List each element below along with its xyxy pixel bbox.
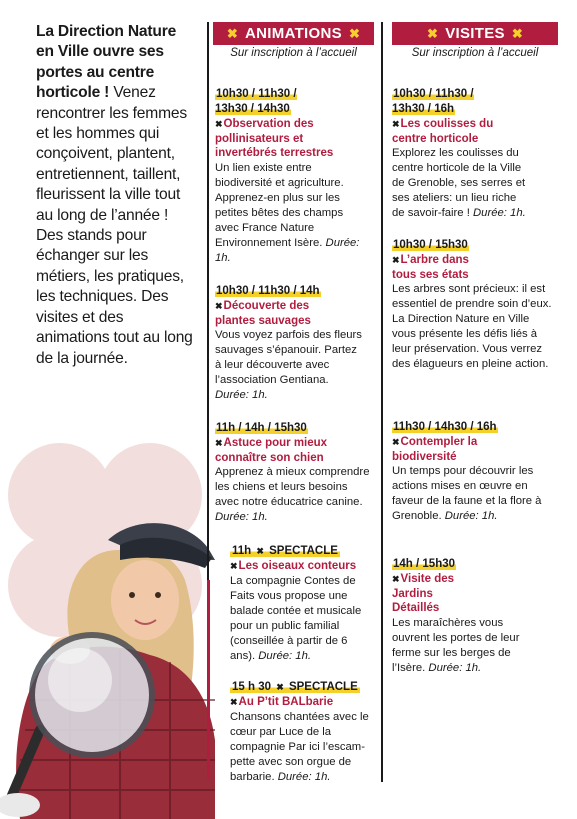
event-title: ✖Observation des pollinisateurs et invertébrés terrestres [215, 118, 334, 160]
cross-icon: ✖ [392, 574, 400, 584]
visites-header-label: VISITES [445, 25, 505, 42]
cross-icon: ✖ [348, 25, 361, 41]
child-magnifier-illustration [0, 400, 215, 819]
event-description: Les arbres sont précieux: il est essentiel de prendre soin d’eux. La Direction Nature en Ville vous présente les défis liés à leur préservation. Vous verrez des élagueurs en pleine action. [392, 283, 552, 371]
event-description: Apprenez à mieux comprendre les chiens et leurs besoins avec notre éducatrice canine. Durée: 1h. [215, 466, 370, 524]
event-time: 10h30 / 11h30 / 13h30 / 16h [392, 88, 474, 115]
cross-icon: ✖ [215, 119, 223, 129]
animation-event-1 [215, 87, 365, 266]
event-title: ✖Les coulisses du centre horticole [392, 118, 494, 145]
cross-icon: ✖ [230, 561, 238, 571]
event-time: 15 h 30 ✖ SPECTACLE [232, 681, 358, 693]
visite-event-2 [392, 238, 552, 372]
event-time: 10h30 / 11h30 / 14h [216, 285, 320, 297]
event-time: 11h ✖ SPECTACLE [232, 545, 338, 557]
visite-event-3 [392, 420, 547, 524]
cross-icon: ✖ [215, 301, 223, 311]
animation-event-5 [230, 680, 375, 785]
animations-column [213, 22, 374, 59]
event-time: 11h / 14h / 15h30 [216, 422, 307, 434]
event-description: Explorez les coulisses du centre horticole de la Ville de Grenoble, ses serres et ses ateliers: un lieu riche de savoir-faire ! Durée: 1h. [392, 147, 526, 220]
animations-header-label: ANIMATIONS [245, 25, 342, 42]
event-title: ✖Astuce pour mieux connaître son chien [215, 437, 328, 464]
event-description: Les maraîchères vous ouvrent les portes de leur ferme sur les berges de l’Isère. Durée: 1h. [392, 616, 520, 674]
visite-event-4 [392, 557, 537, 676]
event-time: 11h30 / 14h30 / 16h [393, 421, 497, 433]
animation-event-3 [215, 421, 370, 525]
event-title: ✖Contempler la biodiversité [392, 436, 478, 463]
intro-text [36, 22, 196, 369]
visites-column [392, 22, 558, 59]
cross-icon: ✖ [426, 25, 439, 41]
cross-icon: ✖ [392, 437, 400, 447]
cross-icon: ✖ [226, 25, 239, 41]
intro-body: Venez rencontrer les femmes et les hommes qui conçoivent, plantent, entretiennent, taillent, fleurissent la ville tout au long de l’année ! Des stands pour échanger sur les métiers, les pratiques, les techniques. Des visites et des animations tout au long de la journée. [36, 84, 193, 367]
event-description: La compagnie Contes de Faits vous propose une balade contée et musicale pour un public familial (conseillée à partir de 6 ans). Durée: 1h. [230, 574, 362, 662]
animations-subtitle: Sur inscription à l’accueil [230, 47, 357, 59]
event-title: ✖Les oiseaux conteurs [230, 560, 357, 572]
visites-subtitle: Sur inscription à l’accueil [411, 47, 539, 59]
cross-icon: ✖ [511, 25, 524, 41]
event-title: ✖Visite des Jardins Détaillés [392, 573, 455, 615]
event-time: 10h30 / 11h30 / 13h30 / 14h30 [215, 88, 297, 115]
event-description: Chansons chantées avec le cœur par Luce de la compagnie Par ici l’escam-pette avec son orgue de barbarie. Durée: 1h. [230, 710, 369, 783]
cross-icon: ✖ [230, 697, 238, 707]
divider-right [381, 22, 383, 782]
divider-left [207, 22, 209, 592]
visites-header [392, 22, 558, 45]
event-time: 14h / 15h30 [393, 558, 456, 570]
accent-bar [207, 580, 210, 780]
event-description: Un temps pour découvrir les actions mises en œuvre en faveur de la faune et la flore à Grenoble. Durée: 1h. [392, 465, 542, 523]
cross-icon: ✖ [215, 438, 223, 448]
event-description: Vous voyez parfois des fleurs sauvages s’épanouir. Partez à leur découverte avec l’association Gentiana. Durée: 1h. [215, 329, 362, 402]
visite-event-1 [392, 87, 532, 221]
event-title: ✖Découverte des plantes sauvages [215, 300, 311, 327]
cross-icon: ✖ [392, 119, 400, 129]
animations-header [213, 22, 374, 45]
event-title: ✖Au P’tit BALbarie [230, 696, 334, 708]
animation-event-2 [215, 284, 365, 403]
cross-icon: ✖ [392, 255, 400, 265]
animation-event-4 [230, 544, 375, 664]
event-time: 10h30 / 15h30 [393, 239, 468, 251]
event-description: Un lien existe entre biodiversité et agriculture. Apprenez-en plus sur les petites bêtes des champs avec France Nature Environnement Isère. Durée: 1h. [215, 161, 360, 264]
event-title: ✖L’arbre dans tous ses états [392, 254, 469, 281]
intro-bold: La Direction Nature en Ville ouvre ses portes au centre horticole ! [36, 23, 177, 102]
